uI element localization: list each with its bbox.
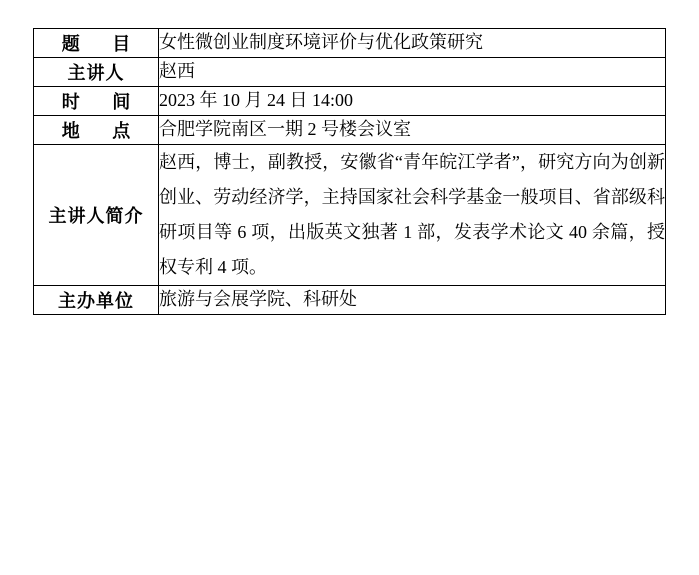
table-row (34, 86, 666, 115)
row-label-time (34, 86, 159, 115)
row-label-speaker-text: 主讲人 (67, 62, 125, 83)
row-label-location (34, 115, 159, 144)
row-value-bio (159, 144, 666, 285)
row-label-time-text: 时 间 (61, 91, 145, 112)
seminar-info-table (33, 28, 666, 315)
bio-paragraph: 赵西，博士，副教授，安徽省“青年皖江学者”，研究方向为创新创业、劳动经济学，主持国家社会科学基金一般项目、省部级科研项目等 6 项，出版英文独著 1 部，发表学术论文 40 余篇，授权专利 4 项。 (159, 151, 665, 277)
table-row (34, 285, 666, 314)
row-value-time: 2023 年 10 月 24 日 14:00 (159, 86, 666, 115)
table-row (34, 115, 666, 144)
row-label-title (34, 29, 159, 58)
row-label-organizer: 主办单位 (34, 285, 159, 314)
table-row-bio (34, 144, 666, 285)
row-label-speaker (34, 57, 159, 86)
table-row (34, 29, 666, 58)
row-value-organizer: 旅游与会展学院、科研处 (159, 285, 666, 314)
table-row (34, 57, 666, 86)
row-value-speaker: 赵西 (159, 57, 666, 86)
row-label-location-text: 地 点 (61, 120, 145, 141)
row-label-title-text: 题 目 (61, 33, 145, 54)
row-value-title: 女性微创业制度环境评价与优化政策研究 (159, 29, 666, 58)
row-label-bio: 主讲人简介 (34, 144, 159, 285)
row-value-location: 合肥学院南区一期 2 号楼会议室 (159, 115, 666, 144)
